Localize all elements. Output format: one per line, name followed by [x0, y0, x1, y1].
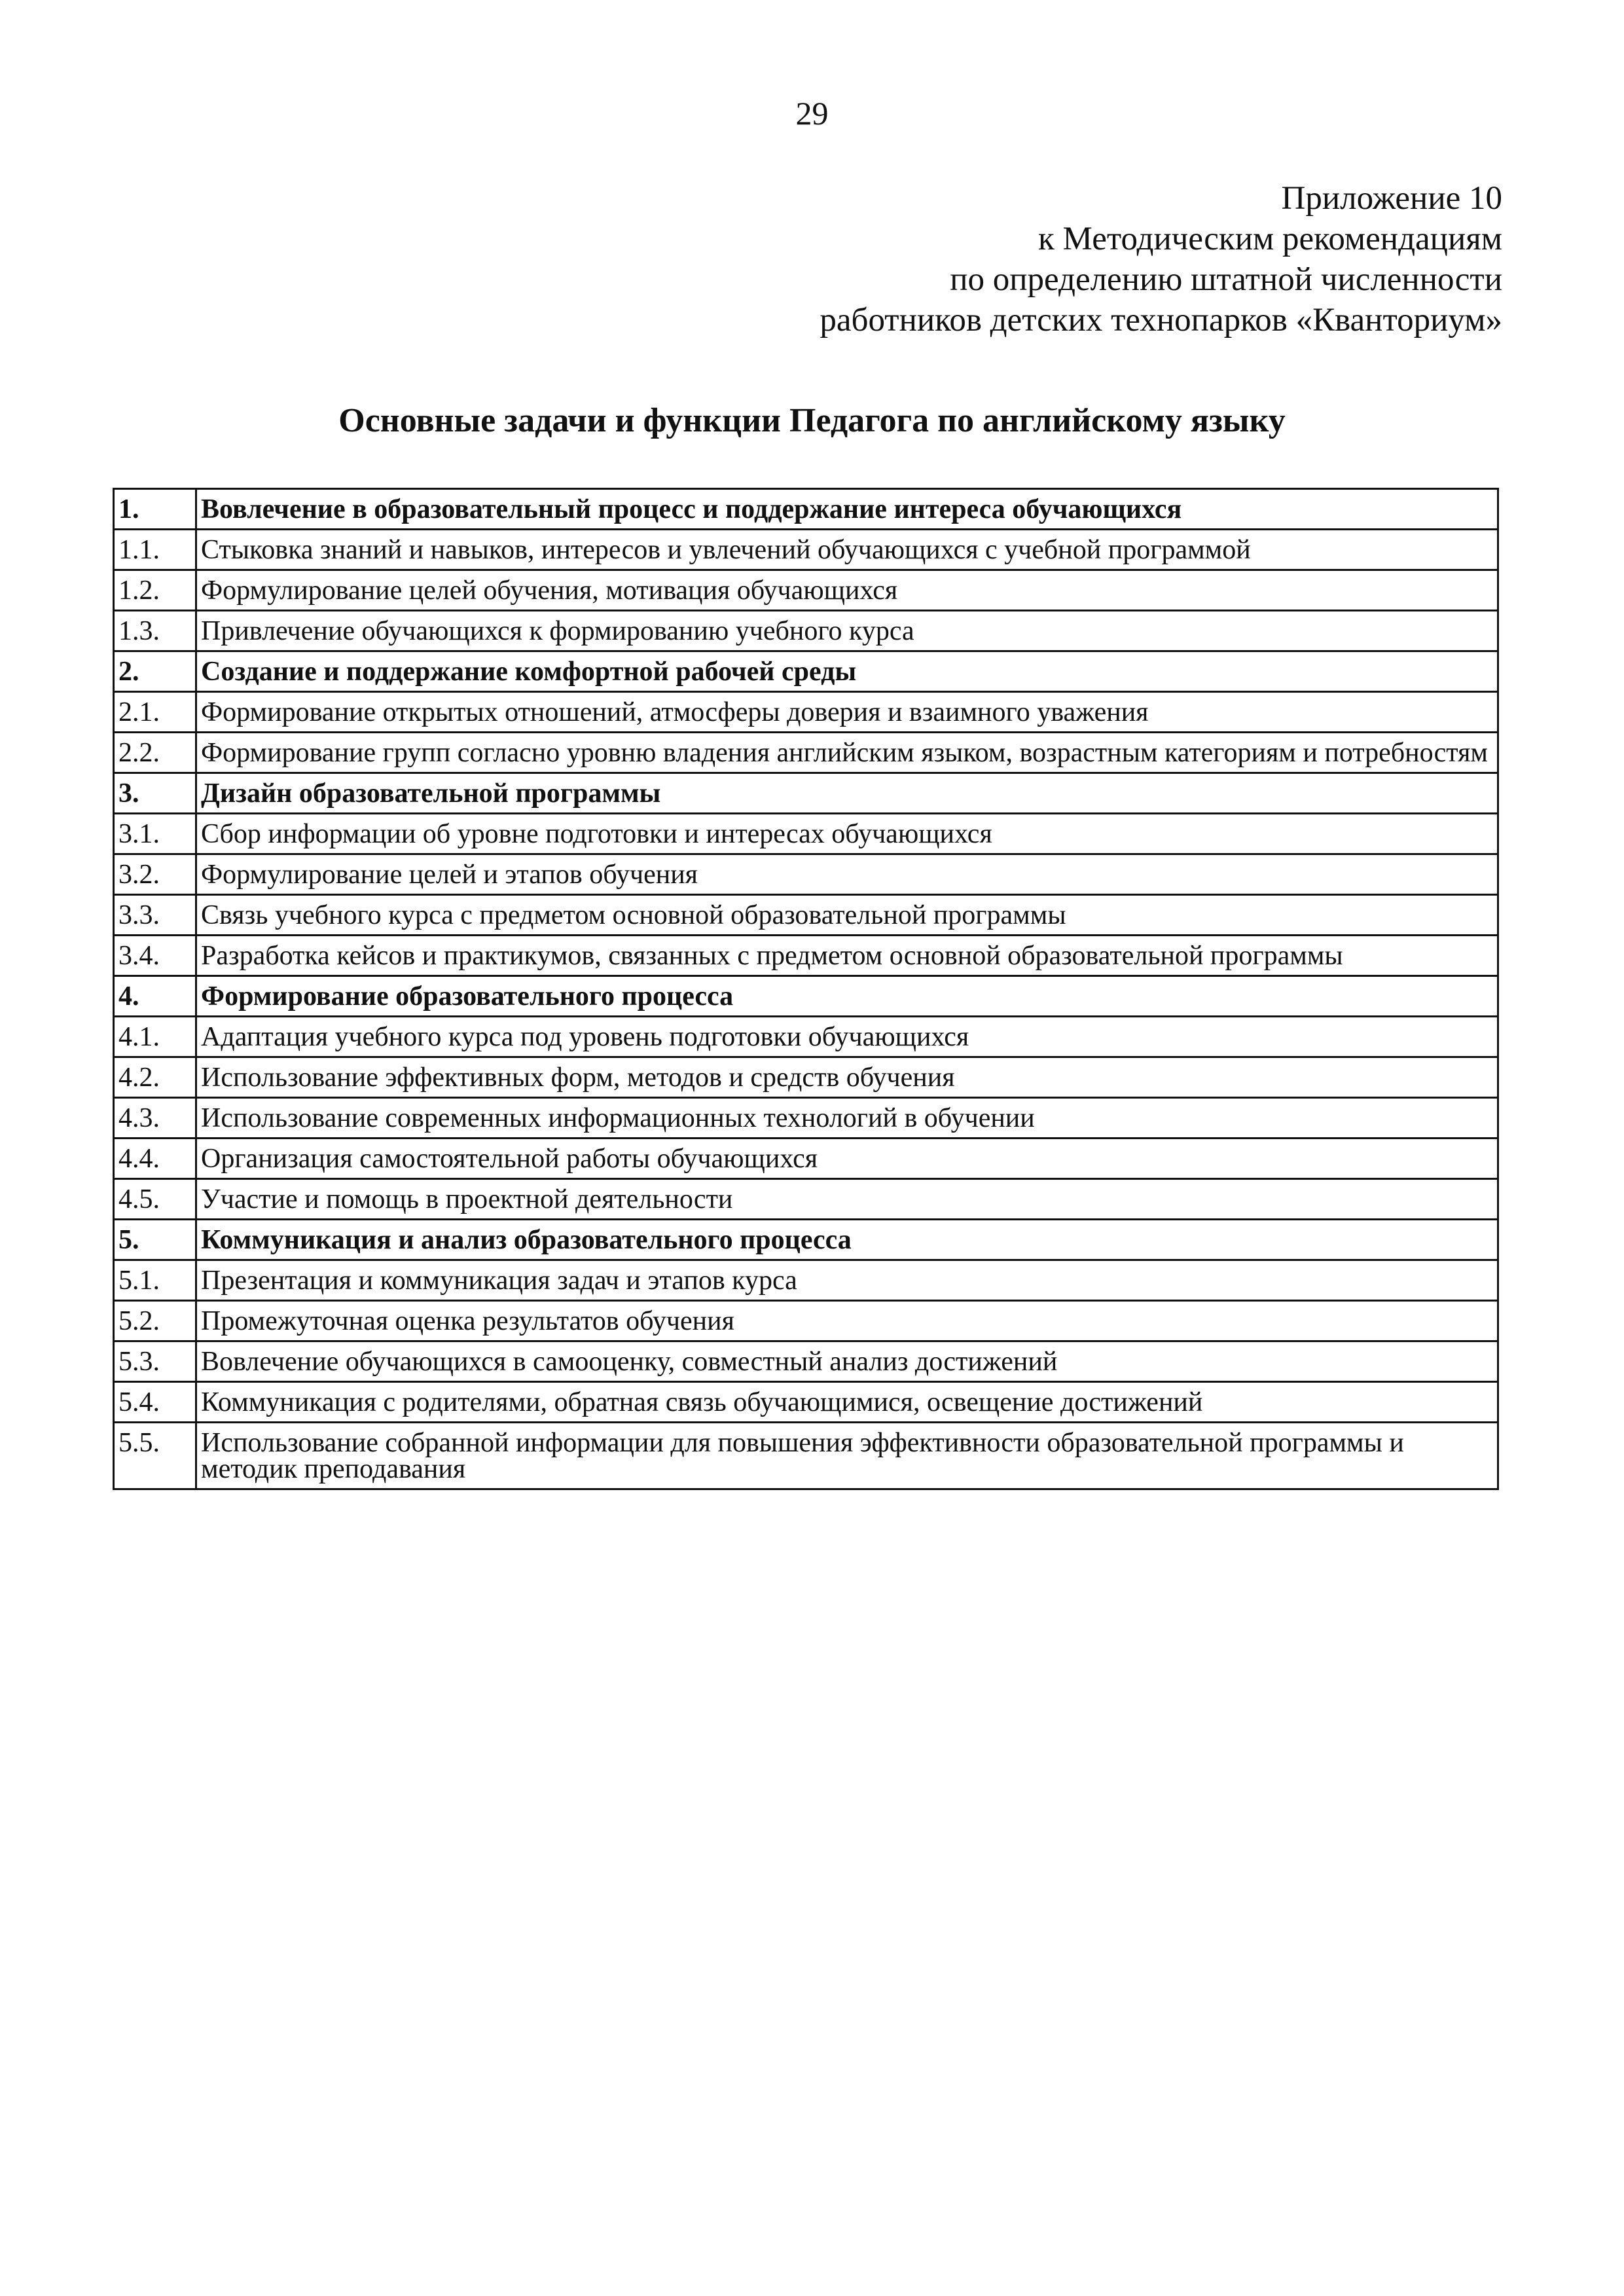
row-number-cell: 1. — [114, 489, 196, 530]
task-text-cell: Формирование групп согласно уровню владения английским языком, возрастным категориям и потребностям — [196, 733, 1498, 773]
task-row — [114, 814, 1498, 854]
task-row — [114, 1423, 1498, 1489]
annex-line: к Методическим рекомендациям — [1038, 221, 1502, 257]
task-text-cell: Формулирование целей и этапов обучения — [196, 854, 1498, 895]
section-title-cell: Дизайн образовательной программы — [196, 773, 1498, 814]
section-title-cell: Вовлечение в образовательный процесс и поддержание интереса обучающихся — [196, 489, 1498, 530]
task-row — [114, 1341, 1498, 1382]
section-title-cell: Формирование образовательного процесса — [196, 976, 1498, 1017]
row-number-cell: 4.1. — [114, 1017, 196, 1057]
row-number-cell: 5.4. — [114, 1382, 196, 1423]
row-number-cell: 1.2. — [114, 570, 196, 611]
task-text-cell: Организация самостоятельной работы обучающихся — [196, 1139, 1498, 1179]
task-text-cell: Участие и помощь в проектной деятельности — [196, 1179, 1498, 1220]
section-row — [114, 651, 1498, 692]
section-row — [114, 773, 1498, 814]
row-number-cell: 2.1. — [114, 692, 196, 733]
task-text-cell: Формирование открытых отношений, атмосферы доверия и взаимного уважения — [196, 692, 1498, 733]
row-number-cell: 4.4. — [114, 1139, 196, 1179]
row-number-cell: 3.1. — [114, 814, 196, 854]
row-number-cell: 3.4. — [114, 936, 196, 976]
task-text-cell: Вовлечение обучающихся в самооценку, совместный анализ достижений — [196, 1341, 1498, 1382]
task-row — [114, 530, 1498, 570]
row-number-cell: 3.3. — [114, 895, 196, 936]
task-row — [114, 611, 1498, 651]
annex-header — [820, 178, 1502, 340]
task-text-cell: Привлечение обучающихся к формированию учебного курса — [196, 611, 1498, 651]
task-row — [114, 570, 1498, 611]
row-number-cell: 5.1. — [114, 1260, 196, 1301]
task-text-cell: Адаптация учебного курса под уровень подготовки обучающихся — [196, 1017, 1498, 1057]
task-row — [114, 895, 1498, 936]
row-number-cell: 3.2. — [114, 854, 196, 895]
task-row — [114, 1057, 1498, 1098]
page-number: 29 — [795, 95, 829, 132]
task-row — [114, 1017, 1498, 1057]
task-row — [114, 1301, 1498, 1341]
task-text-cell: Коммуникация с родителями, обратная связь обучающимися, освещение достижений — [196, 1382, 1498, 1423]
section-row — [114, 489, 1498, 530]
task-row — [114, 1179, 1498, 1220]
row-number-cell: 2. — [114, 651, 196, 692]
task-text-cell: Стыковка знаний и навыков, интересов и увлечений обучающихся с учебной программой — [196, 530, 1498, 570]
section-title-cell: Создание и поддержание комфортной рабочей среды — [196, 651, 1498, 692]
task-text-cell: Использование современных информационных технологий в обучении — [196, 1098, 1498, 1139]
row-number-cell: 2.2. — [114, 733, 196, 773]
row-number-cell: 4. — [114, 976, 196, 1017]
task-row — [114, 854, 1498, 895]
task-text-cell: Использование эффективных форм, методов и средств обучения — [196, 1057, 1498, 1098]
task-row — [114, 1098, 1498, 1139]
section-title-cell: Коммуникация и анализ образовательного процесса — [196, 1220, 1498, 1260]
annex-line: работников детских технопарков «Кванториум» — [820, 302, 1502, 338]
task-text-cell: Презентация и коммуникация задач и этапов курса — [196, 1260, 1498, 1301]
row-number-cell: 4.5. — [114, 1179, 196, 1220]
section-row — [114, 1220, 1498, 1260]
task-row — [114, 1260, 1498, 1301]
task-text-cell: Разработка кейсов и практикумов, связанных с предметом основной образовательной программы — [196, 936, 1498, 976]
section-row — [114, 976, 1498, 1017]
row-number-cell: 4.3. — [114, 1098, 196, 1139]
row-number-cell: 5.3. — [114, 1341, 196, 1382]
row-number-cell: 1.1. — [114, 530, 196, 570]
task-text-cell: Сбор информации об уровне подготовки и интересах обучающихся — [196, 814, 1498, 854]
tasks-table — [113, 488, 1499, 1490]
row-number-cell: 3. — [114, 773, 196, 814]
task-row — [114, 1139, 1498, 1179]
annex-line: по определению штатной численности — [950, 261, 1502, 298]
task-row — [114, 733, 1498, 773]
row-number-cell: 5.5. — [114, 1423, 196, 1489]
annex-line: Приложение 10 — [1281, 180, 1502, 217]
document-title: Основные задачи и функции Педагога по английскому языку — [338, 402, 1286, 439]
task-row — [114, 1382, 1498, 1423]
task-text-cell: Связь учебного курса с предметом основной образовательной программы — [196, 895, 1498, 936]
row-number-cell: 4.2. — [114, 1057, 196, 1098]
row-number-cell: 5.2. — [114, 1301, 196, 1341]
task-text-cell: Формулирование целей обучения, мотивация обучающихся — [196, 570, 1498, 611]
task-row — [114, 692, 1498, 733]
row-number-cell: 1.3. — [114, 611, 196, 651]
task-text-cell: Использование собранной информации для повышения эффективности образовательной программы и методик преподавания — [196, 1423, 1498, 1489]
task-row — [114, 936, 1498, 976]
task-text-cell: Промежуточная оценка результатов обучения — [196, 1301, 1498, 1341]
tasks-table-body — [114, 489, 1498, 1489]
row-number-cell: 5. — [114, 1220, 196, 1260]
